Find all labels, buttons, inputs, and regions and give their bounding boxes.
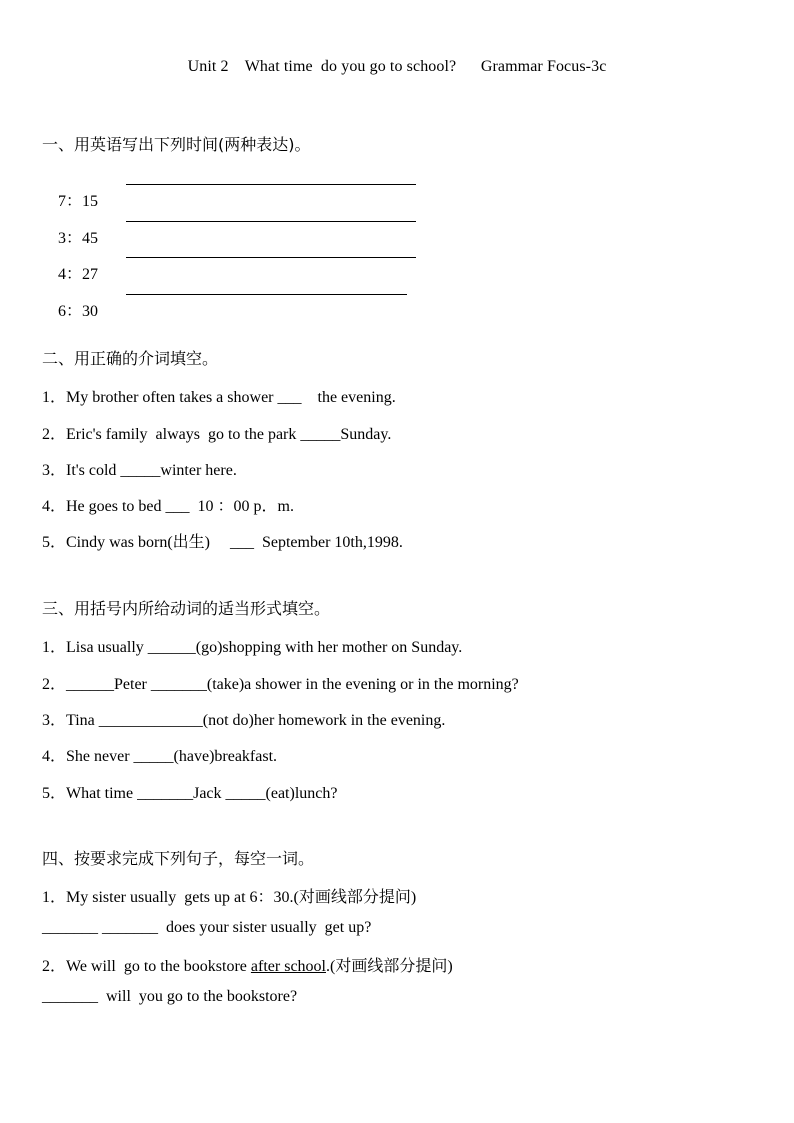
time-label: 4：27	[58, 266, 99, 283]
question-item: 2．Eric's family always go to the park _____Sunday.	[42, 426, 392, 443]
answer-blank-line[interactable]	[126, 294, 407, 295]
question-item: 1．Lisa usually ______(go)shopping with her mother on Sunday.	[42, 639, 463, 656]
question-item: 3．It's cold _____winter here.	[42, 462, 237, 479]
answer-blank-line[interactable]	[126, 257, 416, 258]
question-instruction: .(对画线部分提问)	[326, 958, 453, 975]
section1-heading: 一、用英语写出下列时间(两种表达)。	[42, 135, 311, 154]
answer-line: _______ will you go to the bookstore?	[42, 988, 298, 1005]
question-item: 3．Tina _____________(not do)her homework in the evening.	[42, 712, 446, 729]
section4-heading: 四、按要求完成下列句子，每空一词。	[42, 849, 315, 868]
answer-line: _______ _______ does your sister usually get up?	[42, 919, 372, 936]
question-item: 1．My brother often takes a shower ___ the evening.	[42, 389, 396, 406]
time-label: 3：45	[58, 230, 99, 247]
question-item	[42, 953, 453, 976]
question-item: 4．She never _____(have)breakfast.	[42, 748, 278, 765]
question-text: 2．We will go to the bookstore	[42, 958, 251, 975]
answer-blank-line[interactable]	[126, 184, 416, 185]
section3-heading: 三、用括号内所给动词的适当形式填空。	[42, 599, 331, 618]
question-item: 5．Cindy was born(出生) ___ September 10th,1998.	[42, 534, 403, 551]
underlined-phrase: after school	[250, 958, 326, 975]
time-label: 7：15	[58, 193, 99, 210]
page-title: Unit 2 What time do you go to school? Grammar Focus-3c	[187, 58, 607, 75]
answer-blank-line[interactable]	[126, 221, 416, 222]
question-item: 1．My sister usually gets up at 6：30.(对画线部分提问)	[42, 889, 417, 906]
time-label: 6：30	[58, 303, 99, 320]
section2-heading: 二、用正确的介词填空。	[42, 349, 219, 368]
question-item: 5．What time _______Jack _____(eat)lunch?	[42, 785, 338, 802]
question-item: 4．He goes to bed ___ 10 ：00 p．m.	[42, 498, 294, 515]
question-item: 2．______Peter _______(take)a shower in the evening or in the morning?	[42, 676, 519, 693]
